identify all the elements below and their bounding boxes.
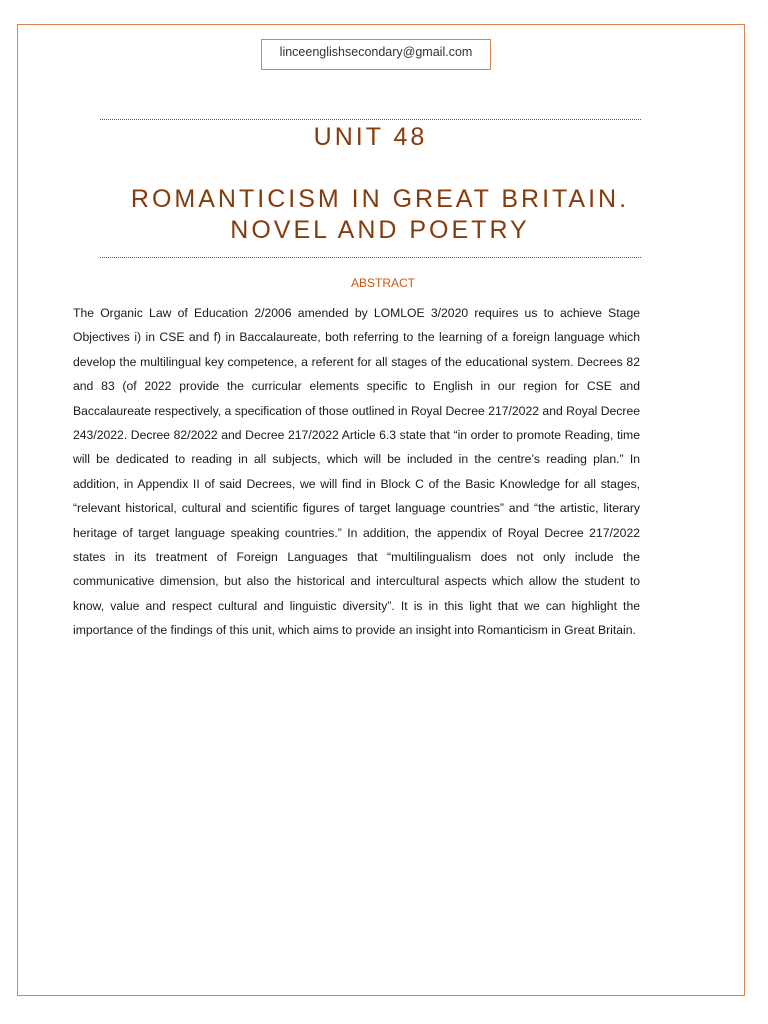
topic-title-line-1: ROMANTICISM IN GREAT BRITAIN.: [130, 185, 630, 213]
abstract-body: The Organic Law of Education 2/2006 amended by LOMLOE 3/2020 requires us to achieve Stage Objectives i) in CSE and f) in Baccalaureate, both referring to the learning of a foreign language which develop the multilingual key competence, a referent for all stages of the educational system. Decrees 82 and 83 (of 2022 provide the curricular elements specific to English in our region for CSE and Baccalaureate respectively, a specification of those outlined in Royal Decree 217/2022 and Royal Decree 243/2022. Decree 82/2022 and Decree 217/2022 Article 6.3 state that “in order to promote Reading, time will be dedicated to reading in all subjects, which will be included in the centre’s reading plan.” In addition, in Appendix II of said Decrees, we will find in Block C of the Basic Knowledge for all stages, “relevant historical, cultural and scientific figures of target language countries” and “the artistic, literary heritage of target language speaking countries.” In addition, the appendix of Royal Decree 217/2022 states in its treatment of Foreign Languages that “multilingualism does not only include the communicative dimension, but also the historical and intercultural aspects which allow the student to know, value and respect cultural and linguistic diversity”. It is in this light that we can highlight the importance of the findings of this unit, which aims to provide an insight into Romanticism in Great Britain.: [73, 306, 640, 638]
topic-title-line-2: NOVEL AND POETRY: [230, 216, 530, 244]
title-top-rule: [100, 119, 641, 120]
title-bottom-rule: [100, 257, 641, 258]
email-header-box: [261, 39, 491, 70]
contact-email: linceenglishsecondary@gmail.com: [279, 45, 473, 59]
abstract-heading: ABSTRACT: [350, 276, 415, 290]
unit-number-title: UNIT 48: [313, 123, 428, 151]
topic-title: [80, 184, 680, 246]
